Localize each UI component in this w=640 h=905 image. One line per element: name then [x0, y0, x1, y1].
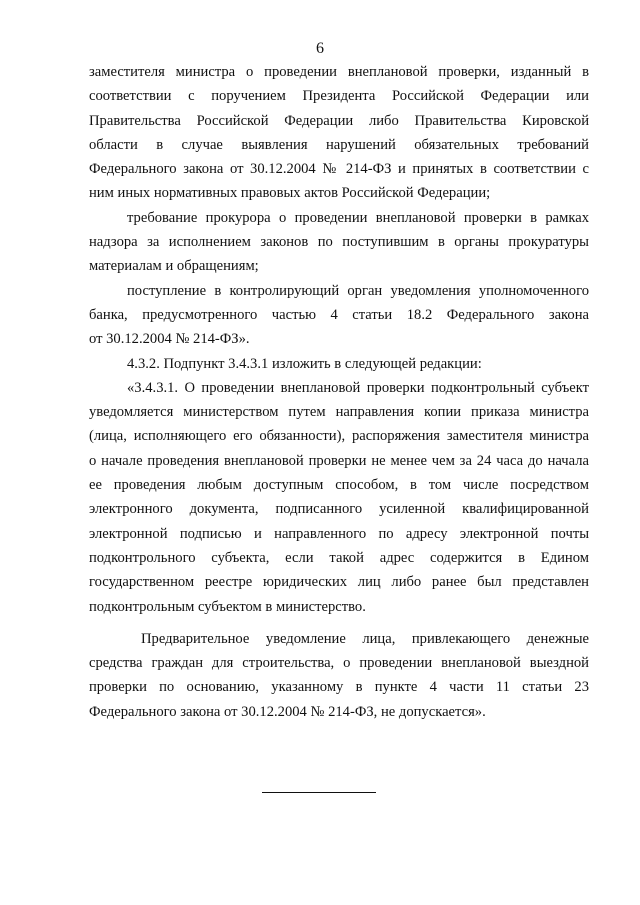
text-line: Предварительное уведомление лица, привлекающего денежные: [141, 630, 589, 647]
closing-divider-line: [262, 792, 376, 793]
paragraph-spacer: [89, 619, 589, 627]
text-line: «3.4.3.1. О проведении внеплановой проверки подконтрольный субъект: [127, 379, 589, 396]
text-line: Правительства Российской Федерации либо Правительства Кировской: [89, 112, 589, 129]
text-line: (лица, исполняющего его обязанности), распоряжения заместителя министра: [89, 428, 589, 445]
text-line: подконтрольного субъекта, если такой адрес содержится в Едином: [89, 549, 589, 566]
text-line: государственном реестре юридических лиц либо ранее был представлен: [89, 574, 589, 591]
paragraph-bank-notification: [89, 279, 589, 352]
text-line: от 30.12.2004 № 214-ФЗ».: [89, 331, 250, 348]
text-line: подконтрольным субъектом в министерство.: [89, 598, 366, 615]
text-line: поступление в контролирующий орган уведомления уполномоченного: [127, 282, 589, 299]
text-line: области в случае выявления нарушений обязательных требований: [89, 136, 589, 153]
text-line: 4.3.2. Подпункт 3.4.3.1 изложить в следующей редакции:: [127, 355, 482, 372]
paragraph-prior-notice: [89, 627, 589, 724]
text-line: электронной подписью и направленного по адресу электронной почты: [89, 525, 589, 542]
text-line: материалам и обращениям;: [89, 258, 259, 275]
document-body: [89, 60, 589, 724]
paragraph-notification-procedure: [89, 376, 589, 619]
text-line: надзора за исполнением законов по поступившим в органы прокуратуры: [89, 234, 589, 251]
paragraph-continuation: [89, 60, 589, 206]
text-line: о начале проведения внеплановой проверки не менее чем за 24 часа до начала: [89, 452, 589, 469]
text-line: Федерального закона от 30.12.2004 № 214-ФЗ и принятых в соответствии с: [89, 161, 589, 178]
text-line: банка, предусмотренного частью 4 статьи 18.2 Федерального закона: [89, 306, 589, 323]
text-line: средства граждан для строительства, о проведении внеплановой выездной: [89, 655, 589, 672]
text-line: соответствии с поручением Президента Российской Федерации или: [89, 88, 589, 105]
text-line: уведомляется министерством путем направления копии приказа министра: [89, 404, 589, 421]
paragraph-subclause-heading: [89, 352, 589, 376]
text-line: электронного документа, подписанного усиленной квалифицированной: [89, 501, 589, 518]
page-number: 6: [316, 40, 324, 57]
text-line: требование прокурора о проведении внеплановой проверки в рамках: [127, 209, 589, 226]
text-line: ее проведения любым доступным способом, в том числе посредством: [89, 477, 589, 494]
text-line: заместителя министра о проведении внеплановой проверки, изданный в: [89, 64, 589, 80]
paragraph-prosecutor-demand: [89, 206, 589, 279]
text-line: Федерального закона от 30.12.2004 № 214-ФЗ, не допускается».: [89, 703, 486, 720]
text-line: ним иных нормативных правовых актов Российской Федерации;: [89, 185, 491, 202]
text-line: проверки по основанию, указанному в пункте 4 части 11 статьи 23: [89, 679, 589, 696]
